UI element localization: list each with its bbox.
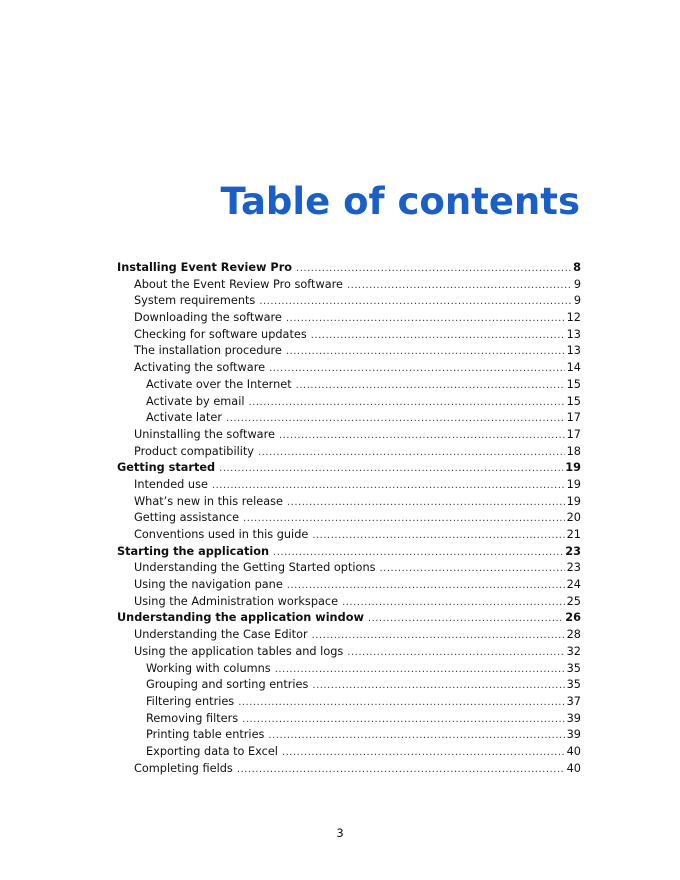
toc-entry-page: 17 [566, 411, 581, 425]
toc-entry[interactable] [117, 343, 581, 360]
toc-entry-label: Exporting data to Excel [146, 744, 278, 758]
dot-leader [273, 545, 563, 562]
toc-entry-label: Checking for software updates [134, 327, 307, 341]
dot-leader [286, 311, 565, 328]
dot-leader [312, 528, 564, 545]
dot-leader [347, 645, 564, 662]
dot-leader [275, 662, 565, 679]
dot-leader [238, 695, 564, 712]
toc-entry[interactable] [117, 477, 581, 494]
toc-entry-page: 9 [573, 294, 581, 308]
dot-leader [243, 511, 565, 528]
toc-entry-page: 40 [566, 761, 581, 775]
toc-entry-page: 25 [566, 594, 581, 608]
toc-entry-label: System requirements [134, 294, 256, 308]
page-number: 3 [336, 826, 344, 840]
dot-leader [258, 445, 565, 462]
toc-entry-page: 19 [566, 494, 581, 508]
toc-entry[interactable] [117, 761, 581, 778]
toc-entry-page: 35 [566, 678, 581, 692]
toc-entry-label: About the Event Review Pro software [134, 277, 343, 291]
page-title: Table of contents [220, 180, 580, 223]
toc-entry-page: 12 [566, 311, 581, 325]
toc-entry-label: Downloading the software [134, 311, 282, 325]
toc-entry-label: What’s new in this release [134, 494, 283, 508]
toc-entry-label: Conventions used in this guide [134, 528, 309, 541]
toc-entry-label: Getting assistance [134, 511, 240, 525]
dot-leader [226, 411, 565, 428]
dot-leader [296, 261, 571, 278]
toc-entry-page: 14 [566, 361, 581, 375]
toc-entry-page: 26 [565, 611, 581, 625]
toc-entry[interactable] [117, 727, 581, 744]
toc-entry[interactable] [117, 327, 581, 344]
toc-entry-label: Getting started [117, 461, 216, 475]
toc-entry-page: 21 [566, 528, 581, 541]
toc-entry-page: 13 [566, 327, 581, 341]
toc-entry[interactable] [117, 260, 581, 277]
toc-entry[interactable] [117, 544, 581, 561]
toc-entry-page: 18 [566, 444, 581, 458]
toc-entry-label: Completing fields [134, 761, 233, 775]
toc-entry-label: Activate by email [146, 394, 245, 408]
toc-entry-label: Using the Administration workspace [134, 594, 339, 608]
toc-entry-page: 40 [566, 744, 581, 758]
toc-entry-label: Working with columns [146, 661, 271, 675]
toc-entry-page: 28 [566, 628, 581, 642]
toc-entry-label: The installation procedure [134, 344, 282, 358]
dot-leader [312, 678, 564, 695]
toc-entry-label: Using the navigation pane [134, 578, 283, 592]
toc-entry[interactable] [117, 744, 581, 761]
toc-entry[interactable] [117, 594, 581, 611]
dot-leader [249, 395, 565, 412]
toc-entry-page: 23 [566, 561, 581, 575]
toc-entry[interactable] [117, 677, 581, 694]
toc-entry[interactable] [117, 527, 581, 544]
dot-leader [269, 361, 565, 378]
toc-entry-page: 37 [566, 694, 581, 708]
dot-leader [311, 328, 565, 345]
dot-leader [279, 428, 565, 445]
toc-entry[interactable] [117, 711, 581, 728]
toc-entry-label: Activating the software [134, 361, 266, 375]
toc-entry[interactable] [117, 577, 581, 594]
toc-entry-page: 19 [566, 477, 581, 491]
dot-leader [347, 278, 572, 295]
dot-leader [242, 712, 565, 729]
toc-entry-label: Understanding the Getting Started options [134, 561, 376, 575]
toc-entry-label: Understanding the application window [117, 611, 364, 625]
toc-entry-page: 23 [565, 544, 581, 558]
dot-leader [282, 745, 565, 762]
dot-leader [312, 628, 565, 645]
toc-entry[interactable] [117, 510, 581, 527]
toc-entry[interactable] [117, 610, 581, 627]
toc-entry-label: Using the application tables and logs [134, 644, 344, 658]
toc-entry-label: Understanding the Case Editor [134, 628, 308, 642]
toc-entry-page: 32 [566, 644, 581, 658]
toc-entry-label: Activate later [146, 411, 222, 425]
toc-entry[interactable] [117, 494, 581, 511]
toc-entry[interactable] [117, 560, 581, 577]
toc-entry-label: Filtering entries [146, 694, 235, 708]
dot-leader [286, 344, 565, 361]
toc-entry-page: 9 [573, 277, 581, 291]
toc-entry[interactable] [117, 444, 581, 461]
dot-leader [287, 495, 565, 512]
dot-leader [287, 578, 565, 595]
toc-entry[interactable] [117, 694, 581, 711]
dot-leader [380, 561, 565, 578]
toc-entry[interactable] [117, 644, 581, 661]
toc-entry-label: Printing table entries [146, 728, 265, 742]
toc-entry-label: Intended use [134, 477, 208, 491]
table-of-contents [117, 260, 581, 777]
dot-leader [368, 611, 563, 628]
toc-entry[interactable] [117, 661, 581, 678]
dot-leader [219, 461, 563, 478]
toc-entry[interactable] [117, 293, 581, 310]
toc-entry-page: 8 [573, 261, 581, 274]
dot-leader [342, 595, 565, 612]
toc-entry-page: 24 [566, 578, 581, 592]
toc-entry-label: Product compatibility [134, 444, 254, 458]
dot-leader [212, 478, 565, 495]
toc-entry[interactable] [117, 460, 581, 477]
toc-entry-label: Removing filters [146, 711, 239, 725]
dot-leader [259, 294, 572, 311]
toc-entry-label: Installing Event Review Pro [117, 261, 293, 274]
toc-entry-page: 35 [566, 661, 581, 675]
toc-entry[interactable] [117, 277, 581, 294]
toc-entry-page: 39 [566, 728, 581, 742]
toc-entry-page: 39 [566, 711, 581, 725]
dot-leader [268, 728, 564, 745]
toc-entry-page: 20 [566, 511, 581, 525]
toc-entry[interactable] [117, 310, 581, 327]
toc-entry-page: 13 [566, 344, 581, 358]
toc-entry[interactable] [117, 410, 581, 427]
toc-entry[interactable] [117, 360, 581, 377]
toc-entry-label: Activate over the Internet [146, 377, 292, 391]
toc-entry[interactable] [117, 394, 581, 411]
toc-entry[interactable] [117, 627, 581, 644]
toc-entry-label: Grouping and sorting entries [146, 678, 309, 692]
toc-entry-page: 19 [565, 461, 581, 475]
toc-entry[interactable] [117, 427, 581, 444]
toc-entry[interactable] [117, 377, 581, 394]
dot-leader [296, 378, 565, 395]
toc-entry-page: 15 [566, 394, 581, 408]
toc-entry-label: Starting the application [117, 544, 270, 558]
toc-entry-page: 17 [566, 427, 581, 441]
toc-entry-page: 15 [566, 377, 581, 391]
dot-leader [237, 762, 565, 779]
toc-entry-label: Uninstalling the software [134, 427, 275, 441]
